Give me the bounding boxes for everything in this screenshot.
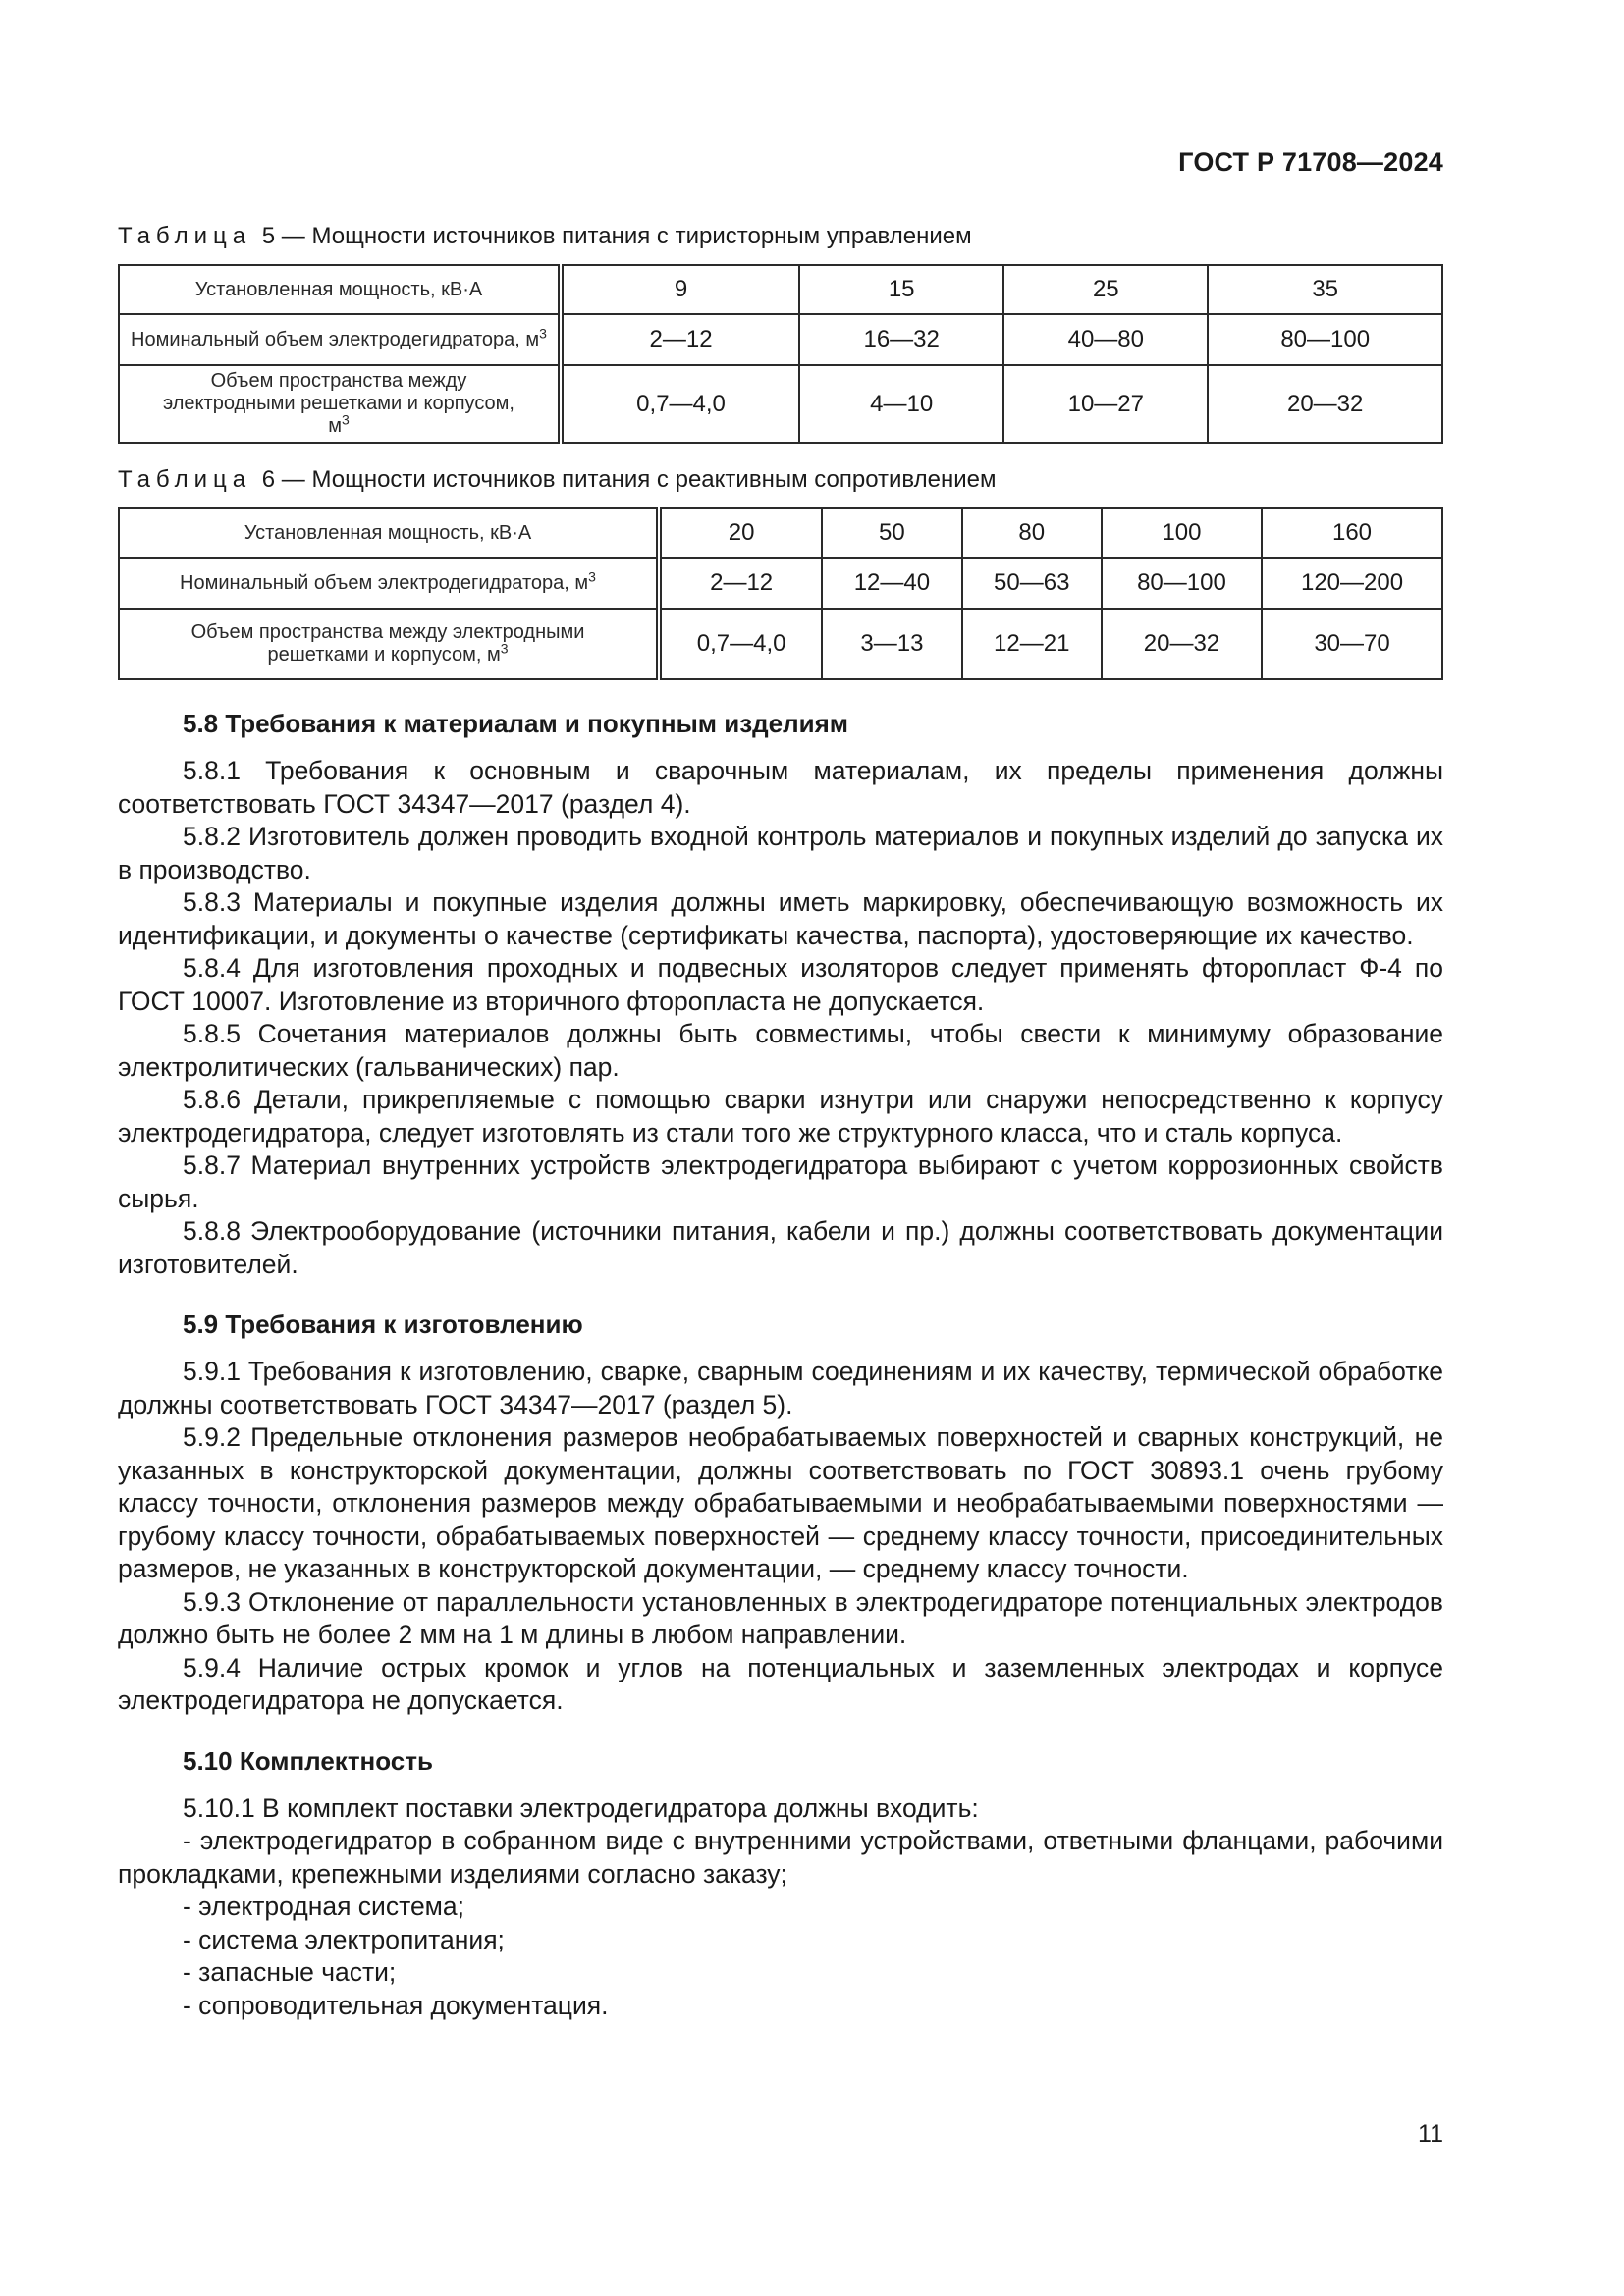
document-id: ГОСТ Р 71708—2024 xyxy=(1178,147,1443,177)
table-cell: 12—40 xyxy=(822,558,961,609)
table-row xyxy=(119,558,1442,609)
table5-caption xyxy=(118,222,1443,251)
row-header: Объем пространства между электродными решетками и корпусом, $м^3$ xyxy=(119,609,659,679)
paragraph: 5.10.1 В комплект поставки электродегидратора должны входить: xyxy=(183,1792,979,1823)
table-row xyxy=(119,314,1442,365)
paragraph: 5.9.3 Отклонение от параллельности установленных в электродегидраторе потенциальных электродов должно быть не более 2 мм на 1 м длины в любом направлении. xyxy=(118,1586,1443,1649)
table-cell: 0,7—4,0 xyxy=(659,609,822,679)
paragraph: 5.9.1 Требования к изготовлению, сварке, сварным соединениям и их качеству, термической обработке должны соответствовать ГОСТ 34347—2017 (раздел 5). xyxy=(118,1357,1443,1419)
row-header: Установленная мощность, кВ·А xyxy=(119,265,561,314)
list-item: - запасные части; xyxy=(183,1957,397,1987)
page-number: 11 xyxy=(1418,2120,1443,2148)
paragraph: 5.8.7 Материал внутренних устройств электродегидратора выбирают с учетом коррозионных свойств сырья. xyxy=(118,1150,1443,1213)
table-cell: 160 xyxy=(1262,508,1442,558)
table-cell: 15 xyxy=(799,265,1003,314)
table-cell: 12—21 xyxy=(962,609,1102,679)
table6 xyxy=(118,507,1443,680)
table-cell: 2—12 xyxy=(659,558,822,609)
section-heading-5-9: 5.9 Требования к изготовлению xyxy=(183,1309,583,1339)
table-cell: 20—32 xyxy=(1208,365,1442,443)
paragraph: 5.8.6 Детали, прикрепляемые с помощью сварки изнутри или снаружи непосредственно к корпусу электродегидратора, следует изготовлять из стали того же структурного класса, что и сталь корпуса. xyxy=(118,1085,1443,1148)
table-cell: 40—80 xyxy=(1003,314,1208,365)
paragraph: 5.9.2 Предельные отклонения размеров необрабатываемых поверхностей и сварных конструкций, не указанных в конструкторской документации, должны соответствовать по ГОСТ 30893.1 очень грубому классу точности, отклонения размеров между обрабатываемыми и необрабатываемыми поверхностями — грубому классу точности, обрабатываемых поверхностей — среднему классу точности, присоединительных размеров, не указанных в конструкторской документации, — среднему классу точности. xyxy=(118,1422,1443,1583)
table-cell: 4—10 xyxy=(799,365,1003,443)
table-cell: 25 xyxy=(1003,265,1208,314)
table-cell: 50—63 xyxy=(962,558,1102,609)
list-item: - система электропитания; xyxy=(183,1924,505,1954)
table-row xyxy=(119,508,1442,558)
table-cell: 100 xyxy=(1102,508,1262,558)
paragraph: 5.8.8 Электрооборудование (источники питания, кабели и пр.) должны соответствовать документации изготовителей. xyxy=(118,1216,1443,1279)
paragraph: 5.8.4 Для изготовления проходных и подвесных изоляторов следует применять фторопласт Ф-4 по ГОСТ 10007. Изготовление из вторичного фторопласта не допускается. xyxy=(118,953,1443,1016)
table6-caption-text: 6 — Мощности источников питания с реактивным сопротивлением xyxy=(261,466,997,493)
table-cell: 120—200 xyxy=(1262,558,1442,609)
table-row xyxy=(119,365,1442,443)
list-item: - электродная система; xyxy=(183,1892,464,1921)
list-item: - электродегидратор в собранном виде с внутренними устройствами, ответными фланцами, рабочими прокладками, крепежными изделиями согласно заказу; xyxy=(118,1826,1443,1889)
table-row xyxy=(119,609,1442,679)
paragraph: 5.8.3 Материалы и покупные изделия должны иметь маркировку, обеспечивающую возможность их идентификации, и документы о качестве (сертификаты качества, паспорта), удостоверяющие их качество. xyxy=(118,887,1443,950)
table-cell: 80—100 xyxy=(1102,558,1262,609)
table6-caption xyxy=(118,465,1443,495)
paragraph: 5.8.1 Требования к основным и сварочным материалам, их пределы применения должны соответствовать ГОСТ 34347—2017 (раздел 4). xyxy=(118,756,1443,819)
section-heading-5-10: 5.10 Комплектность xyxy=(183,1745,433,1776)
paragraph: 5.8.5 Сочетания материалов должны быть совместимы, чтобы свести к минимуму образование электролитических (гальванических) пар. xyxy=(118,1019,1443,1082)
table5 xyxy=(118,264,1443,444)
page-content xyxy=(118,222,1443,2022)
table-cell: 80—100 xyxy=(1208,314,1442,365)
table-cell: 16—32 xyxy=(799,314,1003,365)
row-header: Номинальный объем электродегидратора, $м^3$ xyxy=(119,314,561,365)
delivery-list xyxy=(118,1825,1443,2022)
table-cell: 3—13 xyxy=(822,609,961,679)
table-cell: 2—12 xyxy=(561,314,799,365)
paragraph: 5.9.4 Наличие острых кромок и углов на потенциальных и заземленных электродах и корпусе электродегидратора не допускается. xyxy=(118,1652,1443,1715)
list-item: - сопроводительная документация. xyxy=(183,1990,609,2020)
table-cell: 20 xyxy=(659,508,822,558)
table-cell: 80 xyxy=(962,508,1102,558)
table-cell: 50 xyxy=(822,508,961,558)
table-cell: 30—70 xyxy=(1262,609,1442,679)
row-header: Номинальный объем электродегидратора, $м^3$ xyxy=(119,558,659,609)
table-cell: 35 xyxy=(1208,265,1442,314)
table-cell: 10—27 xyxy=(1003,365,1208,443)
table-cell: 9 xyxy=(561,265,799,314)
table-row xyxy=(119,265,1442,314)
table6-caption-word: Таблица xyxy=(118,466,252,493)
paragraph: 5.8.2 Изготовитель должен проводить входной контроль материалов и покупных изделий до запуска их в производство. xyxy=(118,822,1443,884)
table-cell: 0,7—4,0 xyxy=(561,365,799,443)
row-header: Установленная мощность, кВ·А xyxy=(119,508,659,558)
table5-caption-word: Таблица xyxy=(118,223,252,249)
table5-caption-text: 5 — Мощности источников питания с тиристорным управлением xyxy=(261,223,972,249)
section-heading-5-8: 5.8 Требования к материалам и покупным изделиям xyxy=(183,709,849,738)
row-header: Объем пространства между электродными решетками и корпусом, $м^3$ xyxy=(119,365,561,443)
table-cell: 20—32 xyxy=(1102,609,1262,679)
